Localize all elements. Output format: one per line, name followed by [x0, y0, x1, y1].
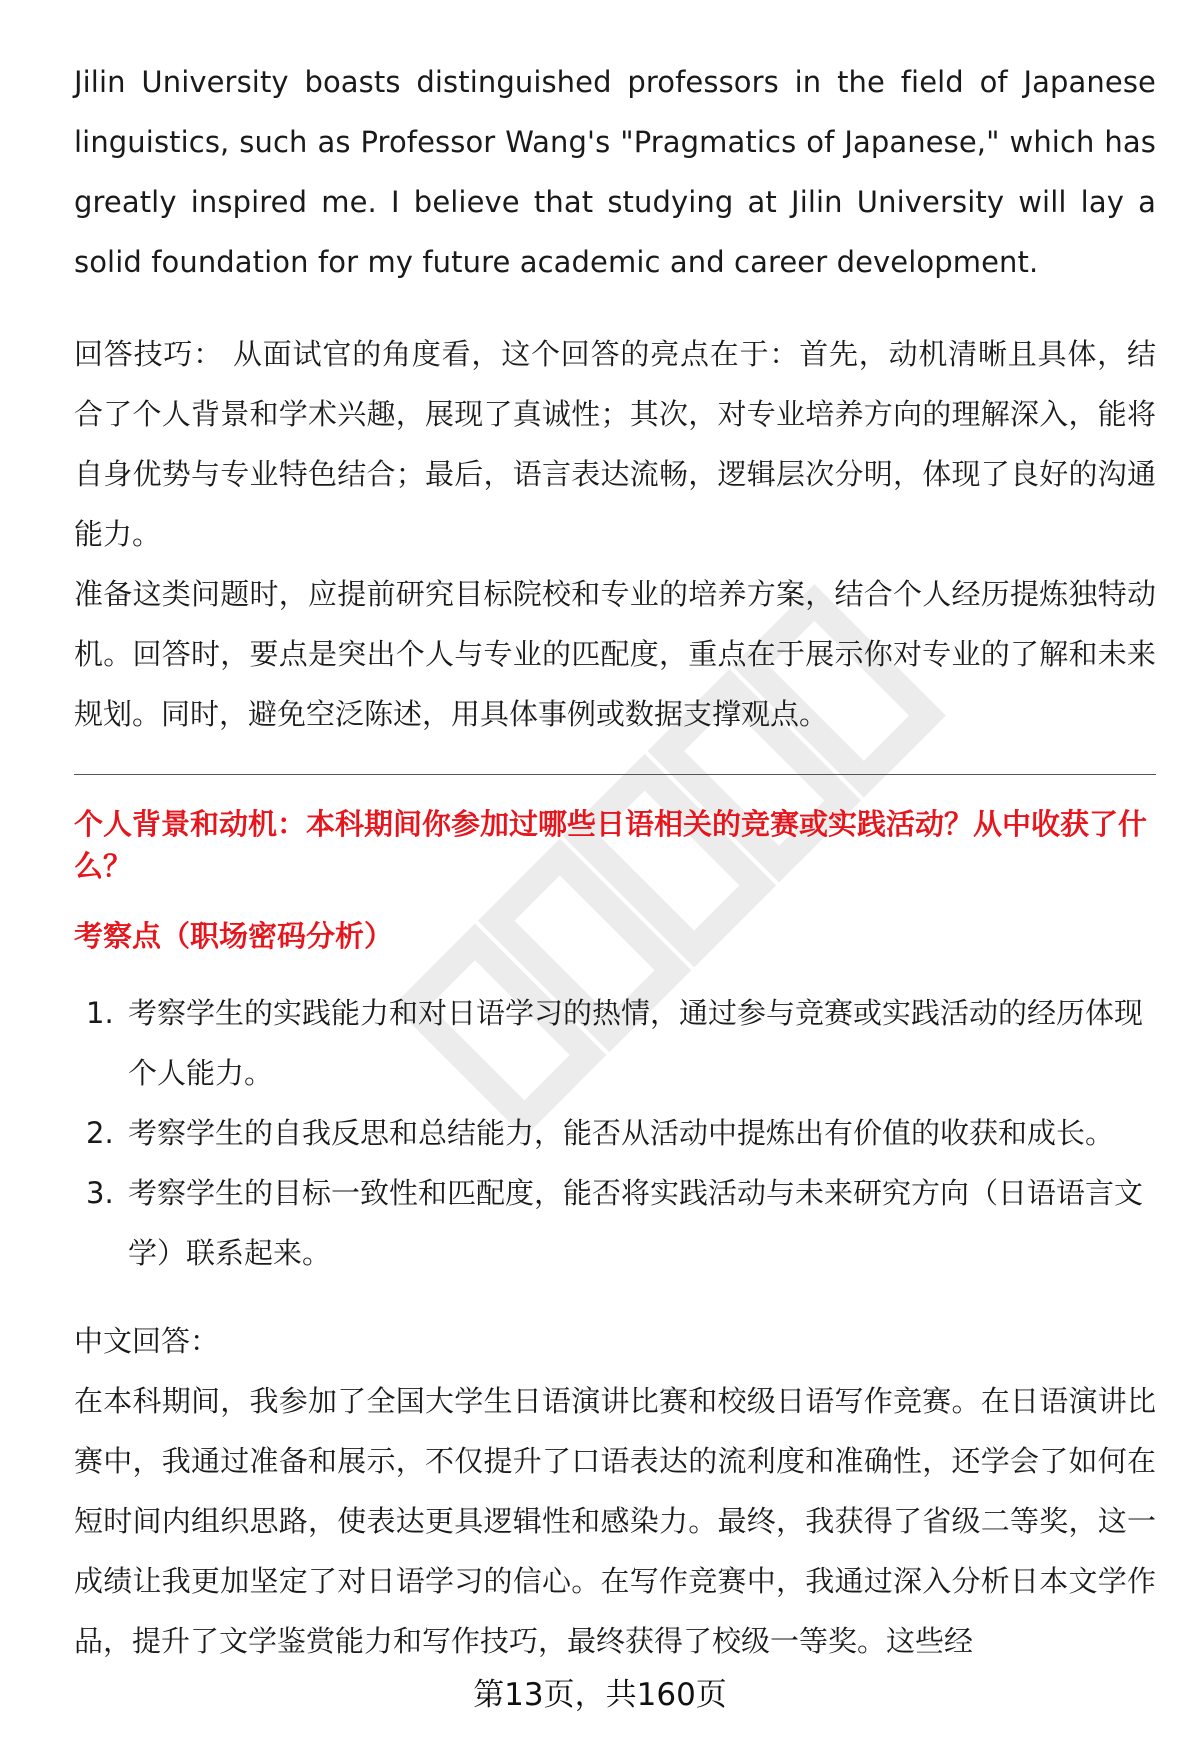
page-footer: 第13页，共160页	[473, 1677, 727, 1713]
list-item	[74, 1163, 1156, 1283]
tips-paragraph-1: 回答技巧： 从面试官的角度看，这个回答的亮点在于：首先，动机清晰且具体，结合了个人背景和学术兴趣，展现了真诚性；其次，对专业培养方向的理解深入，能将自身优势与专业特色结合；最后，语言表达流畅，逻辑层次分明，体现了良好的沟通能力。	[74, 337, 1156, 551]
list-item-number: 1.	[86, 996, 114, 1030]
intro-paragraph: Jilin University boasts distinguished professors in the field of Japanese linguistics, such as Professor Wang's "Pragmatics of Japanese," which has greatly inspired me. I believe that studying at Jilin University will lay a solid foundation for my future academic and career development.	[74, 65, 1156, 279]
document-page	[74, 52, 1156, 1671]
list-item-text: 考察学生的实践能力和对日语学习的热情，通过参与竞赛或实践活动的经历体现个人能力。	[128, 996, 1144, 1090]
list-item	[74, 983, 1156, 1103]
list-item-number: 2.	[86, 1116, 114, 1150]
tips-paragraph-2: 准备这类问题时，应提前研究目标院校和专业的培养方案，结合个人经历提炼独特动机。回答时，要点是突出个人与专业的匹配度，重点在于展示你对专业的了解和未来规划。同时，避免空泛陈述，用具体事例或数据支撑观点。	[74, 577, 1156, 731]
question-title: 个人背景和动机：本科期间你参加过哪些日语相关的竞赛或实践活动？从中收获了什么？	[74, 807, 1148, 883]
answer-label: 中文回答：	[74, 1324, 220, 1358]
list-item-text: 考察学生的目标一致性和匹配度，能否将实践活动与未来研究方向（日语语言文学）联系起来。	[128, 1176, 1144, 1270]
list-item	[74, 1103, 1156, 1163]
list-item-number: 3.	[86, 1176, 114, 1210]
answer-text: 在本科期间，我参加了全国大学生日语演讲比赛和校级日语写作竞赛。在日语演讲比赛中，我通过准备和展示，不仅提升了口语表达的流利度和准确性，还学会了如何在短时间内组织思路，使表达更具逻辑性和感染力。最终，我获得了省级二等奖，这一成绩让我更加坚定了对日语学习的信心。在写作竞赛中，我通过深入分析日本文学作品，提升了文学鉴赏能力和写作技巧，最终获得了校级一等奖。这些经	[74, 1384, 1156, 1658]
analysis-points-list	[74, 983, 1156, 1283]
analysis-heading: 考察点（职场密码分析）	[74, 919, 394, 953]
section-divider	[74, 774, 1156, 775]
list-item-text: 考察学生的自我反思和总结能力，能否从活动中提炼出有价值的收获和成长。	[128, 1116, 1115, 1150]
